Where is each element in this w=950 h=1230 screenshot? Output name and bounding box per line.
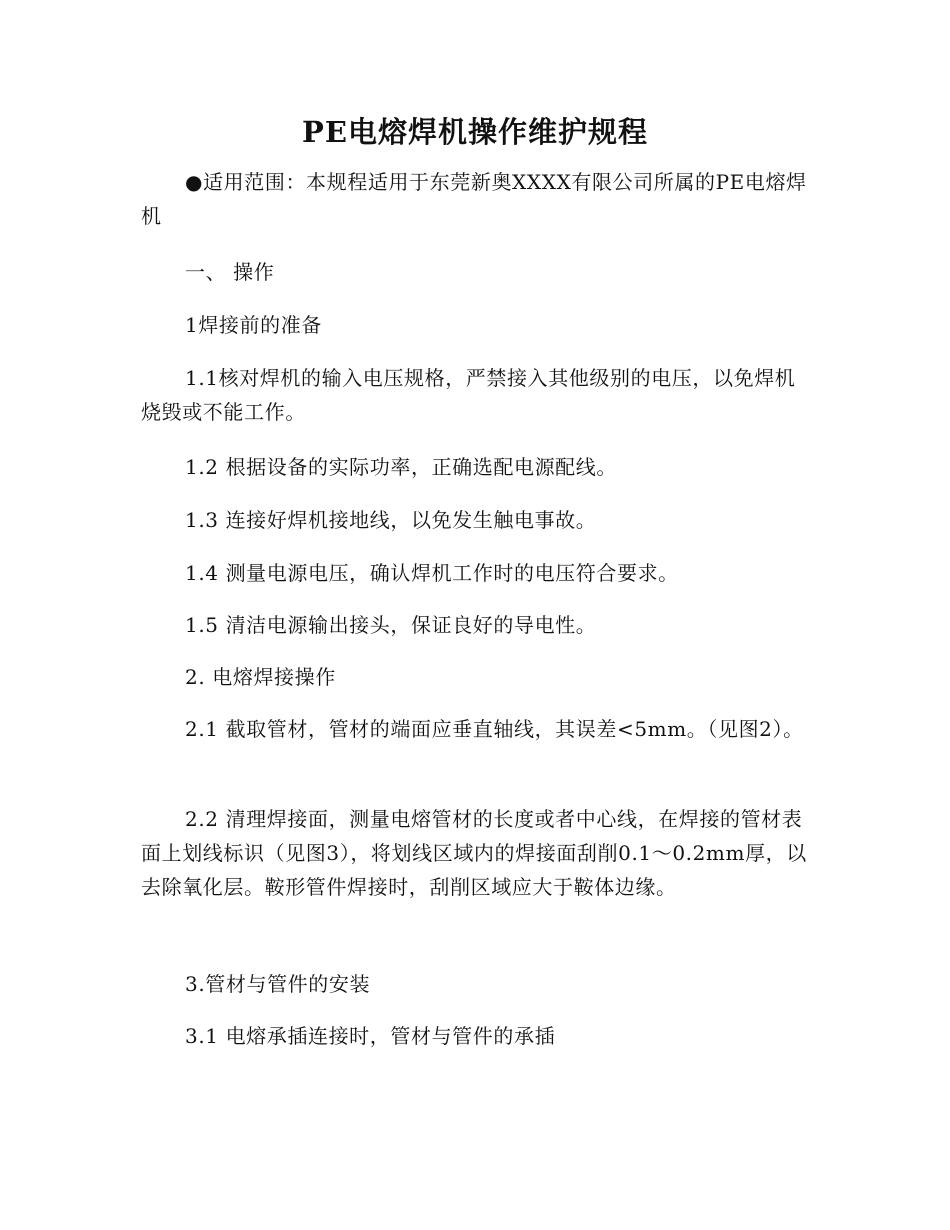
paragraph-1-2: 1.2 根据设备的实际功率，正确选配电源配线。 [185,455,617,479]
subsection-heading-preparation: 1焊接前的准备 [185,313,322,337]
paragraph-1-5: 1.5 清洁电源输出接头，保证良好的导电性。 [185,613,597,637]
scope-paragraph: ●适用范围：本规程适用于东莞新奥XXXX有限公司所属的PE电熔焊机 [141,170,807,228]
document-title: PE电熔焊机操作维护规程 [302,115,648,149]
paragraph-2-1: 2.1 截取管材，管材的端面应垂直轴线，其误差<5mm。（见图2）。 [185,717,804,741]
paragraph-1-3: 1.3 连接好焊机接地线，以免发生触电事故。 [185,508,597,532]
subsection-heading-electrofusion: 2. 电熔焊接操作 [185,665,336,689]
paragraph-2-2: 2.2 清理焊接面，测量电熔管材的长度或者中心线，在焊接的管材表面上划线标识（见图3），将划线区域内的焊接面刮削0.1～0.2mm厚，以去除氧化层。鞍形管件焊接时，刮削区域应大于鞍体边缘。 [141,807,807,899]
paragraph-3-1: 3.1 电熔承插连接时，管材与管件的承插 [185,1024,556,1048]
section-heading-operation: 一、 操作 [185,260,275,284]
subsection-heading-installation: 3.管材与管件的安装 [185,972,371,996]
paragraph-1-1: 1.1核对焊机的输入电压规格，严禁接入其他级别的电压，以免焊机烧毁或不能工作。 [141,366,796,424]
paragraph-1-4: 1.4 测量电源电压，确认焊机工作时的电压符合要求。 [185,561,679,585]
